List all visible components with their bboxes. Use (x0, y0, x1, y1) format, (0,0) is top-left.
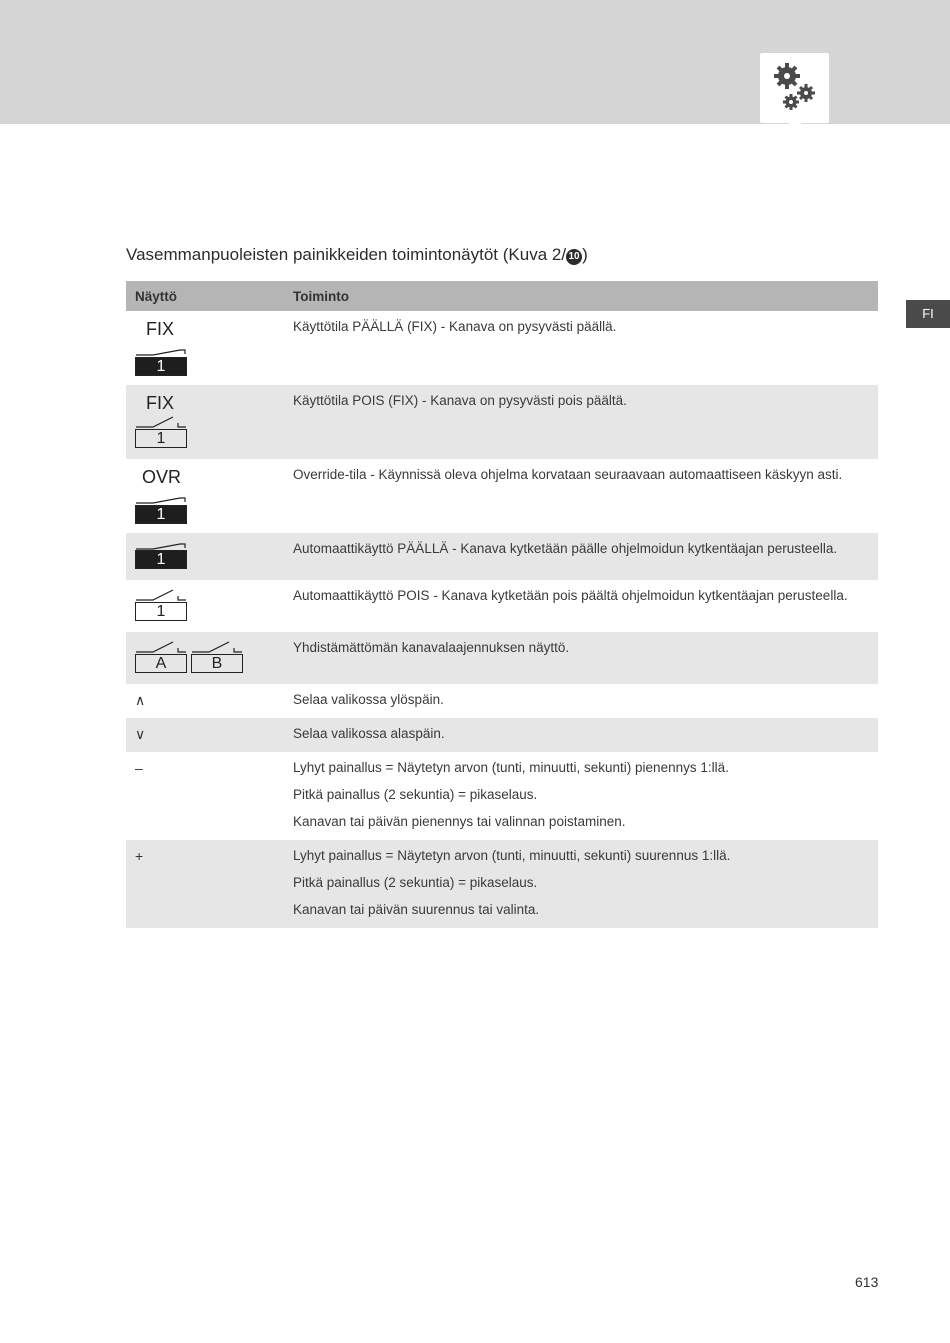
function-cell (293, 580, 878, 632)
plus-icon: + (135, 848, 144, 864)
section-title (126, 245, 588, 265)
function-text: Selaa valikossa alaspäin. (293, 726, 445, 741)
display-cell (126, 684, 293, 718)
function-cell (293, 752, 878, 840)
display-cell (126, 632, 293, 684)
channel-box-a: A (135, 654, 187, 673)
function-text: Automaattikäyttö POIS - Kanava kytketään pois päältä ohjelmoidun kytkentäajan perusteella. (293, 588, 848, 603)
channel-box-b: B (191, 654, 243, 673)
channel-box: 1 (135, 602, 187, 621)
down-icon: ∨ (135, 726, 146, 742)
function-text: Pitkä painallus (2 sekuntia) = pikaselaus. (293, 787, 538, 802)
up-icon: ∧ (135, 692, 146, 708)
function-cell (293, 311, 878, 385)
table-row (126, 752, 878, 840)
section-title-end: ) (582, 245, 588, 264)
table-row (126, 718, 878, 752)
table-header-row (126, 281, 878, 311)
function-cell (293, 459, 878, 533)
switch-open-icon (135, 640, 187, 654)
table-row (126, 840, 878, 928)
display-label: OVR (142, 467, 182, 487)
display-cell (126, 311, 293, 385)
table-row (126, 385, 878, 459)
display-cell (126, 580, 293, 632)
function-text: Lyhyt painallus = Näytetyn arvon (tunti, minuutti, sekunti) pienennys 1:llä. (293, 760, 729, 775)
gears-icon (770, 61, 820, 113)
function-text: Automaattikäyttö PÄÄLLÄ - Kanava kytketään päälle ohjelmoidun kytkentäajan perusteella. (293, 541, 838, 556)
table-row (126, 533, 878, 580)
header-display: Näyttö (126, 281, 293, 311)
minus-icon: – (135, 760, 143, 776)
function-text: Override-tila - Käynnissä oleva ohjelma korvataan seuraavaan automaattiseen käskyyn asti. (293, 467, 843, 482)
function-cell (293, 385, 878, 459)
switch-closed-icon (135, 345, 187, 357)
function-text: Käyttötila PÄÄLLÄ (FIX) - Kanava on pysyvästi päällä. (293, 319, 617, 334)
display-label: FIX (146, 393, 175, 413)
table-row (126, 459, 878, 533)
channel-box: 1 (135, 505, 187, 524)
function-cell (293, 840, 878, 928)
function-cell (293, 632, 878, 684)
page-number: 613 (855, 1274, 879, 1290)
function-text: Käyttötila POIS (FIX) - Kanava on pysyvästi pois päältä. (293, 393, 627, 408)
table-row (126, 632, 878, 684)
function-text: Kanavan tai päivän pienennys tai valinnan poistaminen. (293, 814, 626, 829)
switch-open-icon (135, 415, 187, 429)
switch-open-icon (135, 588, 187, 602)
display-cell (126, 752, 293, 840)
channel-box: 1 (135, 550, 187, 569)
switch-open-icon (191, 640, 243, 654)
settings-badge (760, 53, 829, 123)
channel-box: 1 (135, 357, 187, 376)
channel-box: 1 (135, 429, 187, 448)
function-cell (293, 533, 878, 580)
function-cell (293, 684, 878, 718)
table-row (126, 311, 878, 385)
table-row (126, 580, 878, 632)
display-cell (126, 840, 293, 928)
section-title-text: Vasemmanpuoleisten painikkeiden toimintonäytöt (Kuva 2/ (126, 245, 567, 264)
function-text: Yhdistämättömän kanavalaajennuksen näyttö. (293, 640, 570, 655)
table-row (126, 684, 878, 718)
figure-ref-number: 10 (566, 249, 582, 265)
function-text: Pitkä painallus (2 sekuntia) = pikaselaus. (293, 875, 538, 890)
function-table (126, 281, 878, 928)
display-label: FIX (146, 319, 175, 339)
function-text: Selaa valikossa ylöspäin. (293, 692, 444, 707)
display-cell (126, 385, 293, 459)
display-cell (126, 533, 293, 580)
function-text: Kanavan tai päivän suurennus tai valinta. (293, 902, 540, 917)
function-text: Lyhyt painallus = Näytetyn arvon (tunti, minuutti, sekunti) suurennus 1:llä. (293, 848, 731, 863)
function-cell (293, 718, 878, 752)
display-cell (126, 718, 293, 752)
language-tab: FI (906, 300, 950, 328)
badge-pointer (788, 122, 802, 138)
switch-closed-icon (135, 493, 187, 505)
header-function: Toiminto (293, 281, 878, 311)
display-cell (126, 459, 293, 533)
